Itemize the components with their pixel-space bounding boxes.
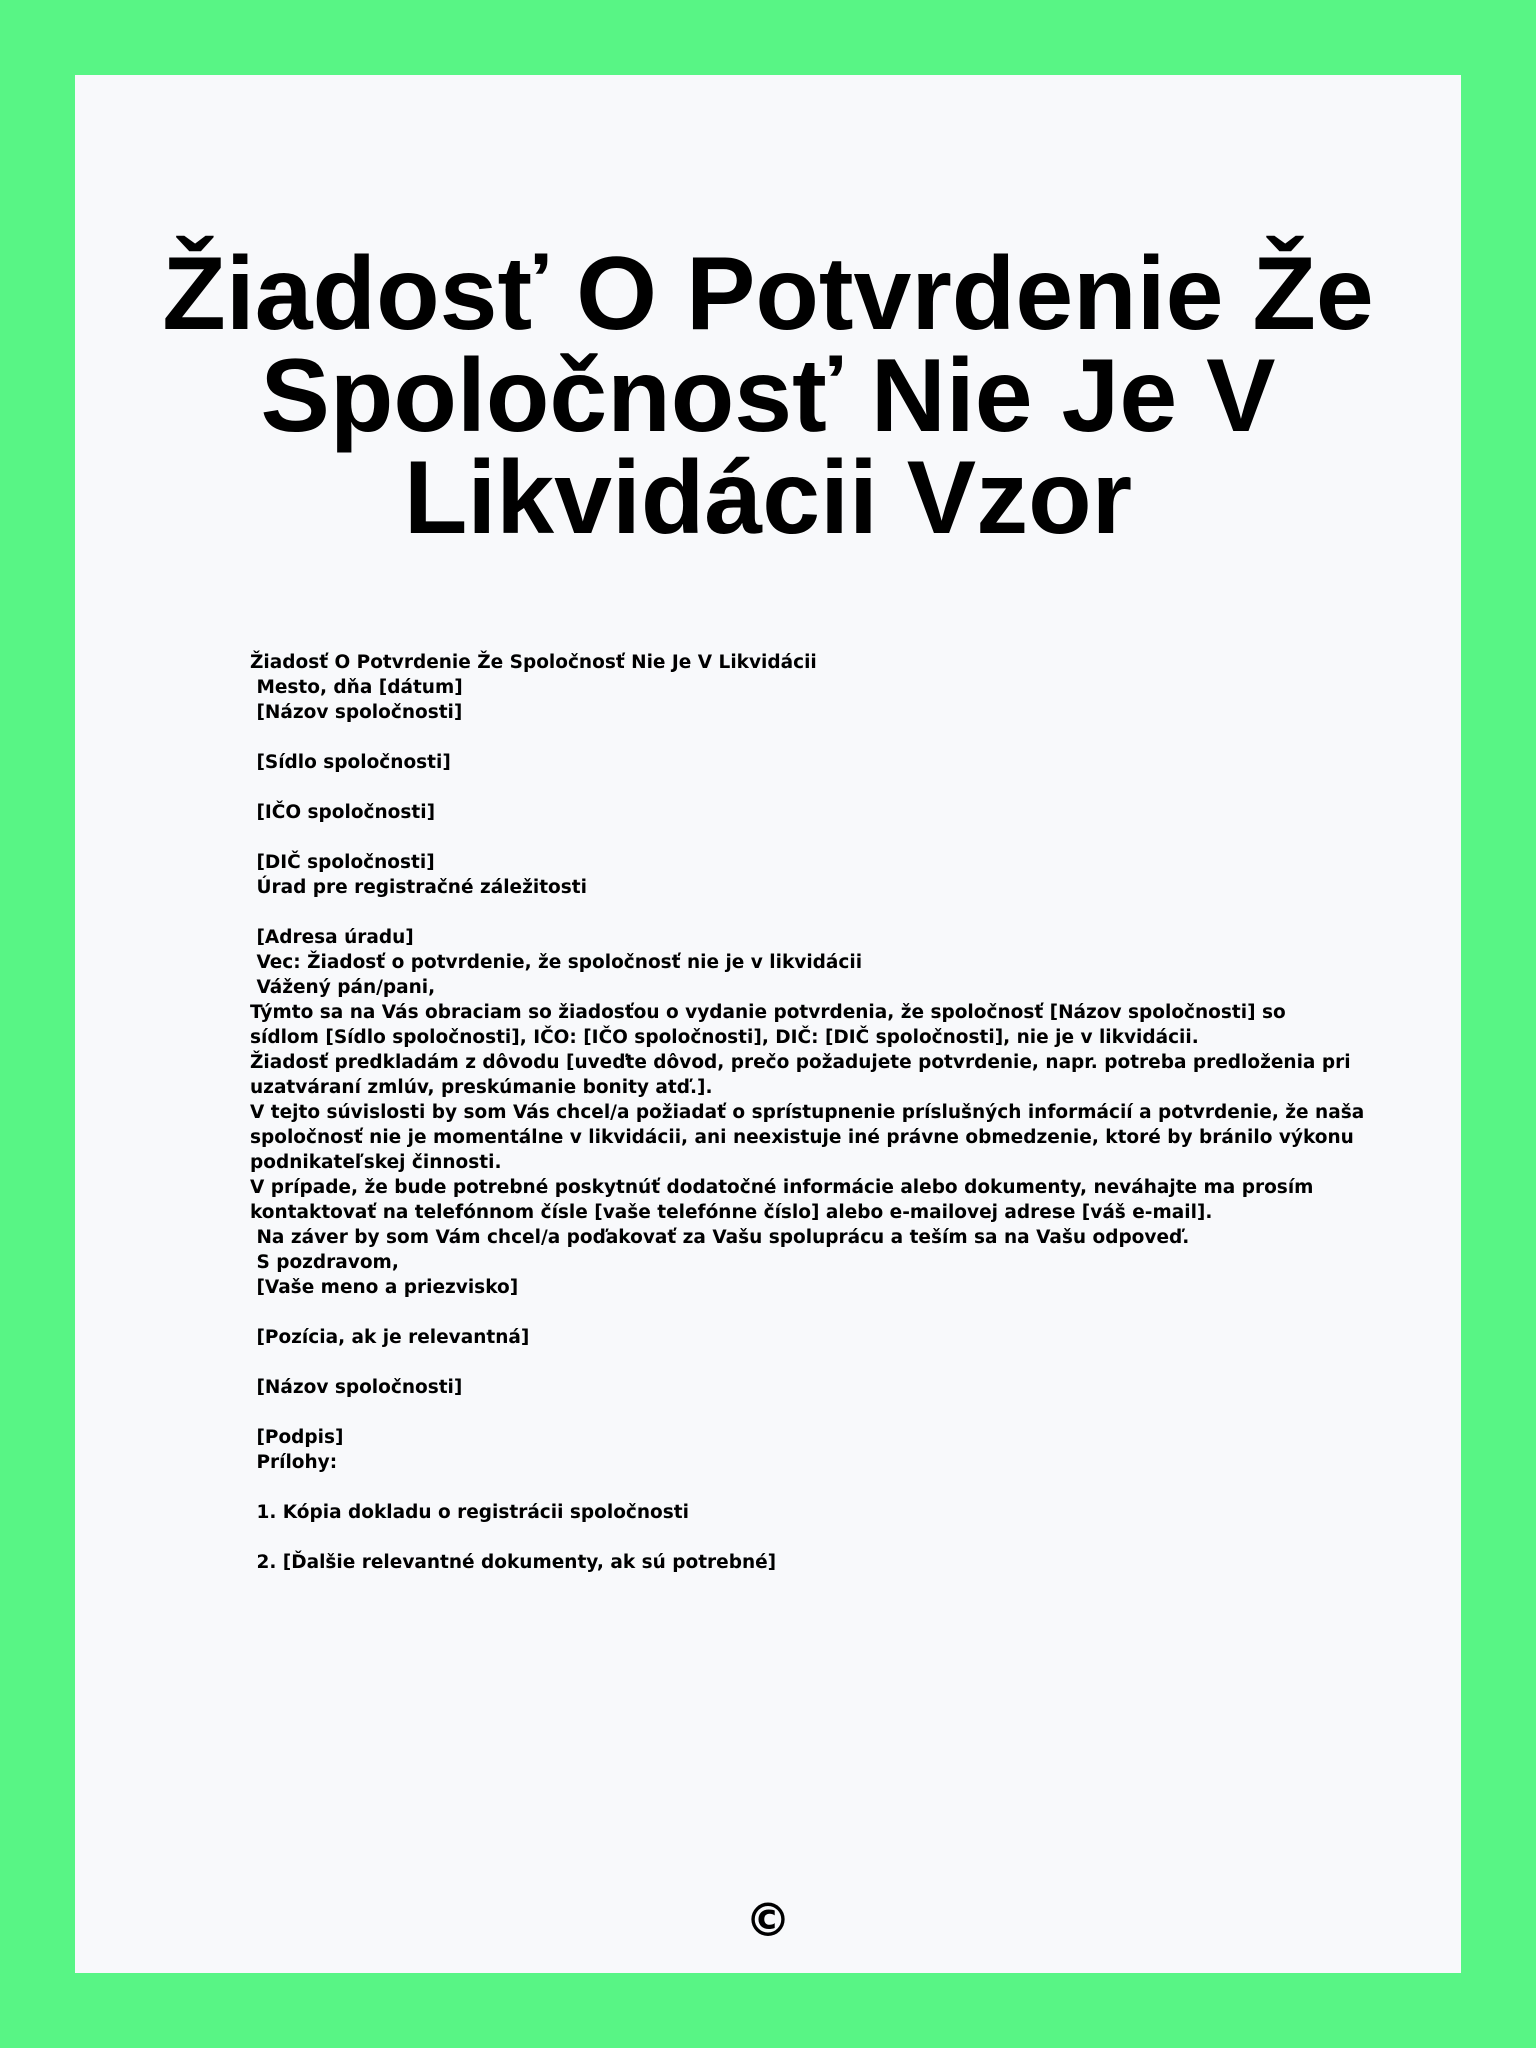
letter-line: [Podpis] [250,1427,344,1448]
letter-line: [Názov spoločnosti] [250,1377,463,1398]
letter-line [250,825,1380,850]
title-line: Likvidácii Vzor [403,440,1133,556]
letter-line: Úrad pre registračné záležitosti [250,877,587,898]
letter-line [250,725,1380,750]
title-line: Žiadosť O Potvrdenie Že [162,236,1374,352]
letter-line: [IČO spoločnosti] [250,802,436,823]
copyright-icon: © [745,1893,791,1947]
letter-line: Na záver by som Vám chcel/a poďakovať za Vašu spoluprácu a teším sa na Vašu odpoveď. [250,1227,1190,1248]
document-title [75,236,1461,556]
letter-line: S pozdravom, [250,1252,399,1273]
letter-line: [Pozícia, ak je relevantná] [250,1327,530,1348]
letter-line: Mesto, dňa [dátum] [250,677,463,698]
letter-line: [Vaše meno a priezvisko] [250,1277,519,1298]
title-line: Spoločnosť Nie Je V [260,338,1276,454]
letter-line: Vážený pán/pani, [250,977,436,998]
letter-line [250,1350,1380,1375]
letter-line: Vec: Žiadosť o potvrdenie, že spoločnosť nie je v likvidácii [250,952,863,973]
letter-line [250,1300,1380,1325]
letter-line: Prílohy: [250,1452,338,1473]
letter-line: sídlom [Sídlo spoločnosti], IČO: [IČO spoločnosti], DIČ: [DIČ spoločnosti], nie je v likvidácii. [250,1027,1199,1048]
letter-line: Žiadosť predkladám z dôvodu [uveďte dôvod, prečo požadujete potvrdenie, napr. potreba predloženia pri [250,1052,1351,1073]
letter-line [250,900,1380,925]
letter-line [250,775,1380,800]
letter-line: V prípade, že bude potrebné poskytnúť dodatočné informácie alebo dokumenty, neváhajte ma prosím [250,1177,1314,1198]
letter-line: [Adresa úradu] [250,927,414,948]
document-page [75,75,1461,1973]
letter-line: Týmto sa na Vás obraciam so žiadosťou o vydanie potvrdenia, že spoločnosť [Názov spoločnosti] so [250,1002,1286,1023]
letter-body [250,650,1380,1575]
letter-line: spoločnosť nie je momentálne v likvidácii, ani neexistuje iné právne obmedzenie, ktoré by bránilo výkonu [250,1127,1354,1148]
letter-line: [Názov spoločnosti] [250,702,463,723]
letter-line [250,1400,1380,1425]
letter-line: 1. Kópia dokladu o registrácii spoločnosti [250,1502,689,1523]
letter-line: [DIČ spoločnosti] [250,852,435,873]
letter-line: [Sídlo spoločnosti] [250,752,451,773]
letter-line: podnikateľskej činnosti. [250,1152,502,1173]
letter-line: 2. [Ďalšie relevantné dokumenty, ak sú potrebné] [250,1552,777,1573]
letter-line: Žiadosť O Potvrdenie Že Spoločnosť Nie Je V Likvidácii [250,652,817,673]
letter-line: V tejto súvislosti by som Vás chcel/a požiadať o sprístupnenie príslušných informácií a potvrdenie, že naša [250,1102,1365,1123]
letter-line [250,1525,1380,1550]
letter-line [250,1475,1380,1500]
letter-line: kontaktovať na telefónnom čísle [vaše telefónne číslo] alebo e-mailovej adrese [váš e-mail]. [250,1202,1213,1223]
letter-line: uzatváraní zmlúv, preskúmanie bonity atď.]. [250,1077,713,1098]
